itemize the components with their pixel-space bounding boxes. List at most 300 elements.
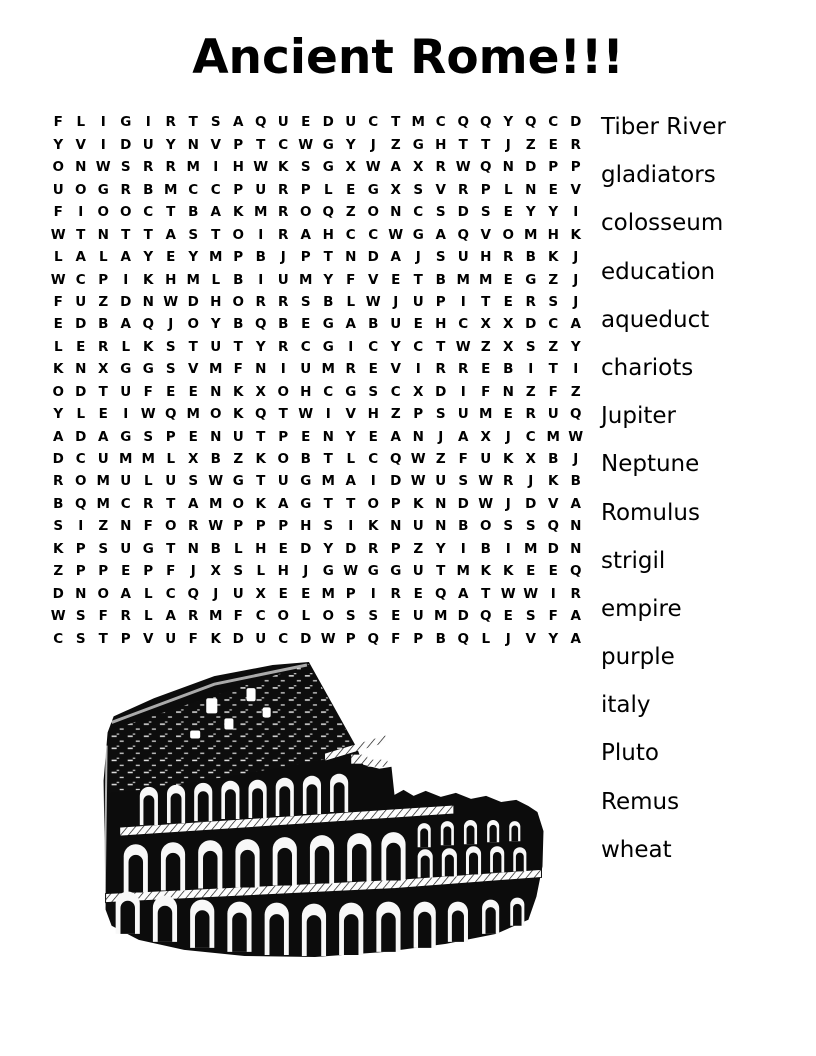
grid-letter: F xyxy=(188,630,198,647)
grid-letter: U xyxy=(480,451,492,468)
grid-letter: B xyxy=(143,181,154,198)
grid-letter: D xyxy=(75,383,87,400)
grid-letter: I xyxy=(123,406,129,423)
grid-letter: K xyxy=(53,540,64,557)
grid-letter: Z xyxy=(525,136,536,153)
word-list-item: strigil xyxy=(601,547,666,574)
grid-letter: O xyxy=(165,518,177,535)
grid-letter: K xyxy=(210,630,221,647)
grid-letter: D xyxy=(390,473,402,490)
grid-letter: O xyxy=(232,495,244,512)
word-search-grid xyxy=(47,112,587,651)
grid-letter: O xyxy=(367,204,379,221)
grid-letter: F xyxy=(166,563,176,580)
grid-letter: J xyxy=(505,630,511,647)
grid-letter: N xyxy=(435,495,447,512)
grid-letter: S xyxy=(233,563,244,580)
grid-letter: A xyxy=(345,316,356,333)
grid-letter: E xyxy=(503,271,513,288)
grid-letter: Z xyxy=(98,518,109,535)
grid-letter: D xyxy=(525,316,537,333)
grid-letter: W xyxy=(208,473,224,490)
grid-letter: G xyxy=(120,361,132,378)
grid-letter: W xyxy=(50,226,66,243)
grid-letter: G xyxy=(120,114,132,131)
grid-letter: D xyxy=(457,608,469,625)
grid-letter: Y xyxy=(143,249,154,266)
grid-letter: S xyxy=(188,473,199,490)
grid-letter: K xyxy=(368,518,379,535)
grid-letter: P xyxy=(143,563,154,580)
grid-letter: L xyxy=(143,608,153,625)
grid-letter: E xyxy=(391,608,401,625)
grid-letter: W xyxy=(320,630,336,647)
grid-letter: M xyxy=(479,271,493,288)
grid-letter: W xyxy=(140,406,156,423)
grid-letter: M xyxy=(96,495,110,512)
grid-letter: T xyxy=(76,226,86,243)
grid-letter: H xyxy=(547,226,559,243)
grid-letter: A xyxy=(233,114,244,131)
grid-letter: U xyxy=(277,271,289,288)
grid-letter: J xyxy=(573,271,579,288)
grid-letter: M xyxy=(119,451,133,468)
grid-letter: W xyxy=(365,293,381,310)
grid-letter: L xyxy=(53,338,63,355)
grid-letter: R xyxy=(525,293,536,310)
grid-letter: K xyxy=(143,271,154,288)
grid-letter: Z xyxy=(98,293,109,310)
grid-letter: I xyxy=(415,361,421,378)
grid-letter: D xyxy=(232,630,244,647)
grid-letter: P xyxy=(435,293,446,310)
grid-letter: D xyxy=(322,114,334,131)
grid-letter: W xyxy=(478,495,494,512)
grid-letter: Q xyxy=(480,114,492,131)
grid-letter: X xyxy=(98,361,109,378)
grid-letter: C xyxy=(75,451,86,468)
grid-letter: W xyxy=(455,338,471,355)
grid-letter: V xyxy=(345,406,356,423)
grid-letter: J xyxy=(573,293,579,310)
grid-letter: L xyxy=(503,181,513,198)
grid-letter: X xyxy=(413,159,424,176)
word-list-item: purple xyxy=(601,644,675,671)
grid-letter: D xyxy=(300,630,312,647)
grid-letter: I xyxy=(100,136,106,153)
grid-letter: R xyxy=(188,608,199,625)
word-list-item: education xyxy=(601,258,716,285)
grid-letter: J xyxy=(505,495,511,512)
grid-letter: O xyxy=(480,518,492,535)
grid-letter: O xyxy=(97,204,109,221)
grid-letter: T xyxy=(166,495,176,512)
grid-letter: P xyxy=(75,540,86,557)
grid-letter: U xyxy=(255,181,267,198)
grid-letter: Q xyxy=(480,159,492,176)
grid-letter: B xyxy=(548,451,559,468)
grid-letter: S xyxy=(165,361,176,378)
grid-letter: N xyxy=(322,428,334,445)
grid-letter: W xyxy=(410,473,426,490)
grid-letter: E xyxy=(413,316,423,333)
grid-letter: U xyxy=(435,473,447,490)
grid-letter: Y xyxy=(548,630,559,647)
grid-letter: D xyxy=(345,540,357,557)
grid-letter: M xyxy=(321,585,335,602)
grid-letter: C xyxy=(458,316,469,333)
grid-letter: B xyxy=(323,293,334,310)
grid-letter: X xyxy=(188,451,199,468)
grid-letter: F xyxy=(143,383,153,400)
grid-letter: A xyxy=(120,249,131,266)
grid-letter: W xyxy=(95,159,111,176)
grid-letter: L xyxy=(233,540,243,557)
grid-letter: S xyxy=(345,608,356,625)
grid-letter: I xyxy=(100,114,106,131)
grid-letter: A xyxy=(120,585,131,602)
grid-letter: A xyxy=(390,428,401,445)
grid-letter: Q xyxy=(75,495,87,512)
grid-letter: B xyxy=(458,518,469,535)
grid-letter: O xyxy=(232,293,244,310)
grid-letter: C xyxy=(368,338,379,355)
grid-letter: V xyxy=(570,181,581,198)
grid-letter: E xyxy=(526,563,536,580)
grid-letter: L xyxy=(211,271,221,288)
grid-letter: Z xyxy=(413,540,424,557)
grid-letter: H xyxy=(480,249,492,266)
grid-letter: I xyxy=(505,540,511,557)
grid-letter: Y xyxy=(435,540,446,557)
grid-letter: D xyxy=(435,383,447,400)
grid-letter: U xyxy=(300,361,312,378)
grid-letter: C xyxy=(368,451,379,468)
grid-letter: I xyxy=(348,518,354,535)
grid-letter: H xyxy=(300,518,312,535)
grid-letter: K xyxy=(570,226,581,243)
grid-letter: T xyxy=(121,226,131,243)
grid-letter: V xyxy=(188,361,199,378)
grid-letter: C xyxy=(143,204,154,221)
grid-letter: T xyxy=(98,383,108,400)
grid-letter: Q xyxy=(367,630,379,647)
grid-letter: O xyxy=(367,495,379,512)
grid-letter: R xyxy=(165,114,176,131)
grid-letter: A xyxy=(300,226,311,243)
grid-letter: C xyxy=(120,495,131,512)
grid-letter: O xyxy=(52,159,64,176)
grid-letter: I xyxy=(145,114,151,131)
grid-letter: Q xyxy=(457,630,469,647)
grid-letter: C xyxy=(548,316,559,333)
word-list-item: Pluto xyxy=(601,740,659,767)
grid-letter: U xyxy=(255,630,267,647)
grid-letter: G xyxy=(367,181,379,198)
grid-letter: R xyxy=(458,361,469,378)
grid-letter: J xyxy=(213,585,219,602)
grid-letter: R xyxy=(143,495,154,512)
grid-letter: N xyxy=(255,361,267,378)
grid-letter: T xyxy=(143,226,153,243)
grid-letter: E xyxy=(548,136,558,153)
grid-letter: N xyxy=(570,518,582,535)
grid-letter: A xyxy=(570,608,581,625)
grid-letter: C xyxy=(435,114,446,131)
grid-letter: L xyxy=(98,249,108,266)
grid-letter: F xyxy=(53,293,63,310)
grid-letter: R xyxy=(120,181,131,198)
grid-letter: Y xyxy=(345,136,356,153)
grid-letter: K xyxy=(233,204,244,221)
word-list-item: Neptune xyxy=(601,451,700,478)
grid-letter: D xyxy=(525,495,537,512)
grid-letter: S xyxy=(120,159,131,176)
grid-letter: M xyxy=(299,271,313,288)
grid-letter: H xyxy=(232,159,244,176)
grid-letter: U xyxy=(277,473,289,490)
grid-letter: R xyxy=(98,338,109,355)
grid-letter: B xyxy=(255,249,266,266)
grid-letter: P xyxy=(278,518,289,535)
grid-letter: C xyxy=(368,226,379,243)
grid-letter: T xyxy=(166,540,176,557)
grid-letter: P xyxy=(233,181,244,198)
grid-letter: M xyxy=(209,495,223,512)
colosseum-illustration xyxy=(92,660,548,962)
grid-letter: U xyxy=(232,585,244,602)
grid-letter: W xyxy=(298,136,314,153)
grid-letter: V xyxy=(525,630,536,647)
grid-letter: W xyxy=(50,608,66,625)
grid-letter: Q xyxy=(547,518,559,535)
grid-letter: R xyxy=(368,540,379,557)
grid-letter: T xyxy=(98,630,108,647)
grid-letter: G xyxy=(142,361,154,378)
grid-letter: R xyxy=(570,136,581,153)
grid-letter: C xyxy=(413,338,424,355)
grid-letter: B xyxy=(98,316,109,333)
grid-letter: C xyxy=(53,630,64,647)
grid-letter: J xyxy=(415,249,421,266)
grid-letter: Y xyxy=(255,338,266,355)
grid-letter: D xyxy=(457,204,469,221)
word-list-item: Remus xyxy=(601,788,680,815)
grid-letter: F xyxy=(548,383,558,400)
grid-letter: K xyxy=(233,383,244,400)
grid-letter: R xyxy=(390,585,401,602)
grid-letter: L xyxy=(301,608,311,625)
grid-letter: Q xyxy=(390,451,402,468)
grid-letter: O xyxy=(187,316,199,333)
grid-letter: T xyxy=(256,428,266,445)
grid-letter: B xyxy=(503,361,514,378)
grid-letter: A xyxy=(458,585,469,602)
grid-letter: E xyxy=(503,204,513,221)
grid-letter: H xyxy=(255,540,267,557)
grid-letter: N xyxy=(412,428,424,445)
grid-letter: Y xyxy=(345,428,356,445)
grid-letter: J xyxy=(190,563,196,580)
grid-letter: E xyxy=(166,249,176,266)
grid-letter: Y xyxy=(390,338,401,355)
grid-letter: V xyxy=(368,271,379,288)
grid-letter: C xyxy=(75,271,86,288)
grid-letter: R xyxy=(278,226,289,243)
grid-letter: R xyxy=(503,249,514,266)
grid-letter: N xyxy=(97,226,109,243)
grid-letter: X xyxy=(525,451,536,468)
grid-letter: L xyxy=(481,630,491,647)
grid-letter: P xyxy=(390,540,401,557)
grid-letter: K xyxy=(255,495,266,512)
grid-letter: G xyxy=(120,428,132,445)
grid-letter: F xyxy=(458,451,468,468)
grid-letter: U xyxy=(75,293,87,310)
grid-letter: P xyxy=(98,271,109,288)
grid-letter: G xyxy=(232,473,244,490)
grid-letter: J xyxy=(573,451,579,468)
grid-letter: B xyxy=(435,271,446,288)
grid-letter: U xyxy=(120,473,132,490)
grid-letter: Y xyxy=(188,249,199,266)
grid-letter: U xyxy=(210,338,222,355)
grid-letter: A xyxy=(165,226,176,243)
grid-letter: X xyxy=(345,159,356,176)
grid-letter: K xyxy=(53,361,64,378)
grid-letter: W xyxy=(208,518,224,535)
grid-letter: I xyxy=(370,585,376,602)
grid-letter: H xyxy=(210,293,222,310)
grid-letter: Q xyxy=(255,406,267,423)
grid-letter: P xyxy=(413,406,424,423)
grid-letter: S xyxy=(53,518,64,535)
grid-letter: M xyxy=(209,249,223,266)
grid-letter: W xyxy=(410,451,426,468)
grid-letter: N xyxy=(502,159,514,176)
grid-letter: X xyxy=(480,316,491,333)
grid-letter: D xyxy=(187,293,199,310)
grid-letter: Z xyxy=(480,338,491,355)
grid-letter: V xyxy=(480,226,491,243)
grid-letter: U xyxy=(165,630,177,647)
grid-letter: A xyxy=(570,495,581,512)
grid-letter: W xyxy=(523,585,539,602)
grid-letter: A xyxy=(75,249,86,266)
grid-letter: X xyxy=(255,585,266,602)
grid-letter: Y xyxy=(570,338,581,355)
grid-letter: F xyxy=(346,271,356,288)
grid-letter: U xyxy=(120,540,132,557)
grid-letter: U xyxy=(277,114,289,131)
grid-letter: M xyxy=(209,361,223,378)
grid-letter: P xyxy=(75,563,86,580)
grid-letter: U xyxy=(390,316,402,333)
grid-letter: X xyxy=(390,181,401,198)
grid-letter: M xyxy=(479,406,493,423)
grid-letter: D xyxy=(75,428,87,445)
grid-letter: Z xyxy=(548,338,559,355)
grid-letter: U xyxy=(232,428,244,445)
grid-letter: Y xyxy=(210,316,221,333)
grid-letter: P xyxy=(300,181,311,198)
grid-letter: T xyxy=(436,338,446,355)
grid-letter: O xyxy=(300,204,312,221)
grid-letter: J xyxy=(370,136,376,153)
grid-letter: B xyxy=(368,316,379,333)
grid-letter: Q xyxy=(322,204,334,221)
grid-letter: C xyxy=(548,114,559,131)
grid-letter: E xyxy=(278,585,288,602)
grid-letter: E xyxy=(98,406,108,423)
grid-letter: M xyxy=(524,540,538,557)
grid-letter: R xyxy=(143,159,154,176)
grid-letter: M xyxy=(209,608,223,625)
grid-letter: Q xyxy=(142,316,154,333)
grid-letter: U xyxy=(412,608,424,625)
grid-letter: Y xyxy=(323,540,334,557)
grid-letter: I xyxy=(258,271,264,288)
grid-letter: X xyxy=(503,316,514,333)
grid-letter: I xyxy=(550,585,556,602)
grid-letter: O xyxy=(97,585,109,602)
grid-letter: B xyxy=(188,204,199,221)
grid-letter: S xyxy=(413,181,424,198)
grid-letter: K xyxy=(255,451,266,468)
grid-letter: G xyxy=(525,271,537,288)
grid-letter: D xyxy=(457,495,469,512)
grid-letter: A xyxy=(570,630,581,647)
grid-letter: S xyxy=(300,159,311,176)
grid-letter: X xyxy=(255,383,266,400)
grid-letter: I xyxy=(460,293,466,310)
grid-letter: G xyxy=(142,540,154,557)
grid-letter: P xyxy=(233,249,244,266)
grid-letter: E xyxy=(76,338,86,355)
grid-letter: S xyxy=(525,518,536,535)
word-list xyxy=(601,112,811,883)
grid-letter: Q xyxy=(570,563,582,580)
grid-letter: G xyxy=(322,136,334,153)
grid-letter: N xyxy=(120,518,132,535)
grid-letter: R xyxy=(278,338,289,355)
grid-letter: A xyxy=(53,428,64,445)
grid-letter: F xyxy=(53,204,63,221)
grid-letter: B xyxy=(233,316,244,333)
grid-letter: H xyxy=(435,316,447,333)
grid-letter: O xyxy=(277,608,289,625)
grid-letter: L xyxy=(346,451,356,468)
grid-letter: W xyxy=(455,159,471,176)
grid-letter: J xyxy=(505,136,511,153)
grid-letter: E xyxy=(391,271,401,288)
grid-letter: J xyxy=(280,249,286,266)
grid-letter: U xyxy=(457,406,469,423)
grid-letter: N xyxy=(142,293,154,310)
grid-letter: P xyxy=(345,585,356,602)
grid-letter: D xyxy=(52,451,64,468)
grid-letter: I xyxy=(325,406,331,423)
grid-letter: B xyxy=(278,316,289,333)
grid-letter: I xyxy=(370,473,376,490)
grid-letter: A xyxy=(390,159,401,176)
grid-letter: L xyxy=(53,249,63,266)
grid-letter: M xyxy=(186,271,200,288)
grid-letter: E xyxy=(278,540,288,557)
grid-letter: T xyxy=(481,136,491,153)
grid-letter: W xyxy=(365,159,381,176)
grid-letter: Q xyxy=(457,226,469,243)
